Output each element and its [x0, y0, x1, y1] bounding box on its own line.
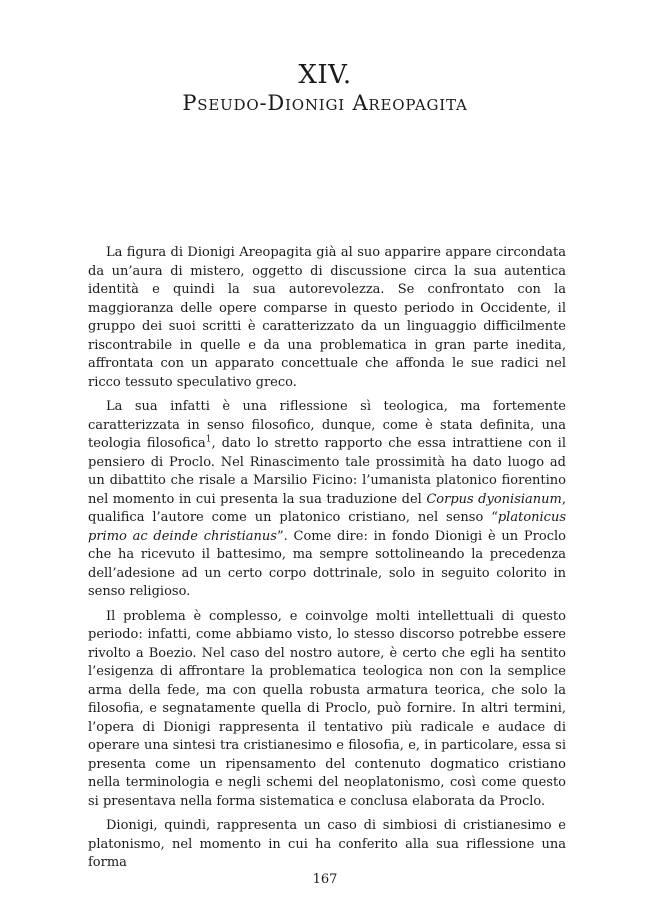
- chapter-title: Pseudo-Dionigi Areopagita: [182, 91, 468, 115]
- text-run: La figura di Dionigi Areopagita già al suo apparire appare circondata da un’aura di mistero, oggetto di discussione circa la sua autentica identità e quindi la sua autorevolezza. Se confrontato con la maggioranza delle opere comparse in questo periodo in Occidente, il gruppo dei suoi scritti è caratterizzato da un linguaggio difficilmente riscontrabile in quelle e da una problematica in gran parte inedita, affrontata con un apparato concettuale che affonda le sue radici nel ricco tessuto speculativo greco.: [88, 245, 566, 390]
- paragraph: [88, 817, 566, 873]
- footnote-ref: 1: [205, 434, 212, 445]
- text-run: , dato lo stretto rapporto che essa intrattiene con il pensiero di Proclo. Nel Rinascimento tale prossimità ha dato luogo ad un dibattito che risale a Marsilio Ficino: l’umanista platonico fiorentino nel momento in cui presenta la sua traduzione del: [88, 436, 566, 507]
- paragraph: [88, 608, 566, 812]
- paragraph: [88, 244, 566, 392]
- page-number: 167: [312, 872, 338, 887]
- body-text: [88, 244, 566, 879]
- text-run: Dionigi, quindi, rappresenta un caso di simbiosi di cristianesimo e platonismo, nel momento in cui ha conferito alla sua riflessione una forma: [88, 818, 566, 870]
- text-run: Il problema è complesso, e coinvolge molti intellettuali di questo periodo: infatti, come abbiamo visto, lo stesso discorso potrebbe essere rivolto a Boezio. Nel caso del nostro autore, è certo che egli ha sentito l’esigenza di affrontare la problematica teologica non con la semplice arma della fede, ma con quella robusta armatura teorica, che solo la filosofia, e segnatamente quella di Proclo, può fornire. In altri termini, l’opera di Dionigi rappresenta il tentativo più radicale e audace di operare una sintesi tra cristianesimo e filosofia, e, in particolare, essa si presenta come un ripensamento del contenuto dogmatico cristiano nella terminologia e negli schemi del neoplatonismo, così come questo si presentava nella forma sistematica e conclusa elaborata da Proclo.: [88, 608, 566, 809]
- paragraph: [88, 398, 566, 602]
- italic-text: Corpus dyonisianum: [426, 491, 562, 507]
- chapter-number: XIV.: [298, 60, 352, 90]
- text-run: ”. Come dire: in fondo Dionigi è un Proclo che ha ricevuto il battesimo, ma sempre sottolineando la precedenza dell’adesione ad un certo corpo dottrinale, solo in seguito colorito in senso religioso.: [88, 528, 566, 599]
- text-run: , qualifica l’autore come un platonico cristiano, nel senso “: [88, 491, 567, 525]
- text-run: La sua infatti è una riflessione sì teologica, ma fortemente caratterizzata in senso filosofico, dunque, come è stata definita, una teologia filosofica: [88, 399, 566, 451]
- italic-text: platonicus primo ac deinde christianus: [88, 510, 566, 544]
